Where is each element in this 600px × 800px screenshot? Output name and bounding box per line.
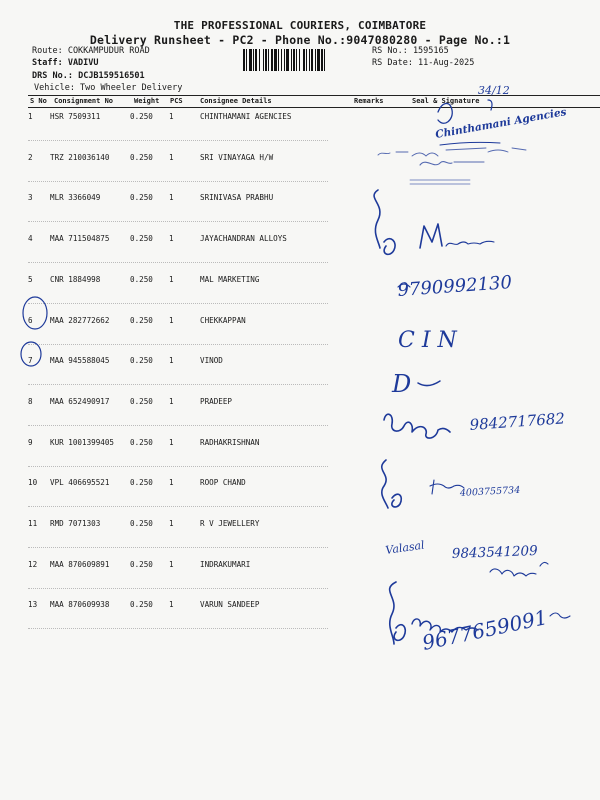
cell-pcs: 1: [169, 356, 174, 365]
barcode-bar: [286, 49, 289, 71]
barcode-bar: [281, 49, 282, 71]
table-row: [28, 438, 348, 450]
cell-consignment-no: MAA 652490917: [50, 397, 110, 406]
cell-pcs: 1: [169, 438, 174, 447]
company-title: THE PROFESSIONAL COURIERS, COIMBATORE: [173, 19, 427, 32]
table-row: [28, 193, 348, 205]
cell-consignment-no: MAA 870609938: [50, 600, 110, 609]
drs-value: DCJB159516501: [78, 71, 145, 81]
runsheet-subtitle: Delivery Runsheet - PC2 - Phone No.:9047080280 - Page No.:1: [89, 33, 511, 47]
barcode-bar: [255, 49, 257, 71]
cell-pcs: 1: [169, 560, 174, 569]
barcode-bar: [293, 49, 295, 71]
cell-pcs: 1: [169, 112, 174, 121]
cell-sno: 10: [28, 478, 38, 487]
barcode-image: [242, 49, 364, 71]
barcode-bar: [284, 49, 285, 71]
cell-pcs: 1: [169, 234, 174, 243]
signature-6: C I N: [398, 328, 457, 353]
row-divider: [28, 221, 328, 222]
cell-pcs: 1: [169, 519, 174, 528]
col-seal-signature: Seal & Signature: [412, 97, 480, 105]
cell-sno: 6: [28, 316, 33, 325]
cell-weight: 0.250: [130, 356, 153, 365]
rs-number: RS No.: 1595165: [372, 46, 449, 56]
cell-consignment-no: HSR 7509311: [50, 112, 101, 121]
cell-weight: 0.250: [130, 397, 153, 406]
vehicle-label: Vehicle: Two Wheeler Delivery: [34, 83, 183, 93]
cell-sno: 1: [28, 112, 33, 121]
table-row: [28, 275, 348, 287]
signature-name-12: Valasal: [384, 538, 426, 557]
cell-pcs: 1: [169, 316, 174, 325]
cell-consignee: ROOP CHAND: [200, 478, 246, 487]
col-weight: Weight: [134, 97, 160, 105]
cell-weight: 0.250: [130, 193, 153, 202]
barcode-bar: [271, 49, 273, 71]
row-divider: [28, 506, 328, 507]
signature-phone-13: 9677659091: [420, 604, 550, 655]
cell-sno: 13: [28, 600, 38, 609]
table-row: [28, 560, 348, 572]
table-row: [28, 316, 348, 328]
cell-sno: 7: [28, 356, 33, 365]
barcode-bar: [265, 49, 267, 71]
cell-sno: 3: [28, 193, 33, 202]
cell-consignee: R V JEWELLERY: [200, 519, 260, 528]
cell-weight: 0.250: [130, 234, 153, 243]
cell-weight: 0.250: [130, 438, 153, 447]
signature-7: D: [392, 370, 412, 398]
signature-phone-10: 4003755734: [459, 484, 521, 499]
cell-sno: 12: [28, 560, 38, 569]
cell-consignment-no: MAA 870609891: [50, 560, 110, 569]
cell-consignment-no: TRZ 210036140: [50, 153, 110, 162]
cell-weight: 0.250: [130, 478, 153, 487]
cell-consignee: RADHAKRISHNAN: [200, 438, 260, 447]
cell-consignee: VINOD: [200, 356, 223, 365]
row-divider: [28, 262, 328, 263]
signature-phone-5: 9790992130: [396, 272, 513, 301]
barcode-bar: [324, 49, 325, 71]
table-row: [28, 397, 348, 409]
staff-label: Staff: VADIVU: [32, 58, 99, 68]
drs-number: [32, 71, 145, 81]
barcode-bar: [306, 49, 307, 71]
cell-consignment-no: MAA 711504875: [50, 234, 110, 243]
cell-consignee: MAL MARKETING: [200, 275, 260, 284]
table-row: [28, 519, 348, 531]
barcode-bar: [315, 49, 316, 71]
col-pcs: PCS: [170, 97, 183, 105]
barcode-bar: [259, 49, 260, 71]
cell-consignment-no: KUR 1001399405: [50, 438, 115, 447]
signature-row-8: [384, 409, 565, 438]
barcode-bar: [246, 49, 247, 71]
barcode-bar: [317, 49, 320, 71]
col-consignment: Consignment No: [54, 97, 114, 105]
cell-weight: 0.250: [130, 560, 153, 569]
cell-consignee: JAYACHANDRAN ALLOYS: [200, 234, 287, 243]
row-divider: [28, 344, 328, 345]
cell-sno: 5: [28, 275, 33, 284]
barcode-bar: [263, 49, 264, 71]
agency-stamp: [434, 103, 567, 145]
cell-consignee: SRINIVASA PRABHU: [200, 193, 274, 202]
barcode-bar: [309, 49, 310, 71]
cell-consignment-no: MAA 282772662: [50, 316, 110, 325]
table-header: [28, 95, 600, 108]
cell-pcs: 1: [169, 275, 174, 284]
cell-consignment-no: MLR 3366049: [50, 193, 101, 202]
barcode-bar: [299, 49, 300, 71]
row-divider: [28, 181, 328, 182]
cell-consignment-no: CNR 1884998: [50, 275, 101, 284]
signature-row-2: [378, 148, 526, 184]
cell-weight: 0.250: [130, 519, 153, 528]
drs-label: DRS No.:: [32, 71, 73, 81]
row-divider: [28, 303, 328, 304]
cell-consignee: CHEKKAPPAN: [200, 316, 246, 325]
cell-sno: 2: [28, 153, 33, 162]
row-divider: [28, 588, 328, 589]
cell-consignee: CHINTHAMANI AGENCIES: [200, 112, 292, 121]
table-row: [28, 600, 348, 612]
cell-sno: 8: [28, 397, 33, 406]
barcode-bar: [296, 49, 297, 71]
cell-consignee: SRI VINAYAGA H/W: [200, 153, 274, 162]
cell-pcs: 1: [169, 153, 174, 162]
cell-pcs: 1: [169, 397, 174, 406]
cell-weight: 0.250: [130, 275, 153, 284]
row-divider: [28, 384, 328, 385]
cell-weight: 0.250: [130, 600, 153, 609]
row-divider: [28, 140, 328, 141]
col-sno: S No: [30, 97, 47, 105]
cell-consignment-no: RMD 7071303: [50, 519, 101, 528]
col-remarks: Remarks: [354, 97, 384, 105]
barcode-bar: [253, 49, 254, 71]
cell-consignee: VARUN SANDEEP: [200, 600, 260, 609]
barcode-bar: [311, 49, 313, 71]
signature-row-12: [385, 539, 548, 576]
signature-bracket-13: [390, 582, 570, 655]
barcode-bar: [274, 49, 277, 71]
table-row: [28, 153, 348, 165]
row-divider: [28, 466, 328, 467]
barcode-bar: [321, 49, 323, 71]
barcode-bar: [268, 49, 269, 71]
cell-pcs: 1: [169, 193, 174, 202]
col-consignee: Consignee Details: [200, 97, 272, 105]
cell-weight: 0.250: [130, 316, 153, 325]
cell-consignment-no: VPL 406695521: [50, 478, 110, 487]
cell-weight: 0.250: [130, 153, 153, 162]
table-row: [28, 356, 348, 368]
rs-date: RS Date: 11-Aug-2025: [372, 58, 475, 68]
corner-note: 34/12: [478, 84, 510, 97]
row-divider: [28, 628, 328, 629]
cell-pcs: 1: [169, 478, 174, 487]
cell-consignee: PRADEEP: [200, 397, 233, 406]
signature-phone-12: 9843541209: [451, 543, 538, 562]
row-divider: [28, 425, 328, 426]
route-label: Route: COKKAMPUDUR ROAD: [32, 46, 150, 56]
barcode-bar: [291, 49, 292, 71]
cell-sno: 4: [28, 234, 33, 243]
cell-pcs: 1: [169, 600, 174, 609]
cell-consignment-no: MAA 945588045: [50, 356, 110, 365]
signature-bracket-3: [374, 190, 494, 254]
signature-bracket-10: [382, 460, 521, 508]
row-divider: [28, 547, 328, 548]
table-row: [28, 234, 348, 246]
barcode-bar: [249, 49, 252, 71]
cell-sno: 11: [28, 519, 38, 528]
barcode-bar: [243, 49, 245, 71]
barcode-bar: [278, 49, 279, 71]
cell-weight: 0.250: [130, 112, 153, 121]
table-row: [28, 478, 348, 490]
cell-consignee: INDRAKUMARI: [200, 560, 251, 569]
cell-sno: 9: [28, 438, 33, 447]
barcode-bar: [303, 49, 305, 71]
agency-stamp-text: Chinthamani Agencies: [434, 106, 568, 141]
signature-phone-8: 9842717682: [469, 409, 566, 434]
table-row: [28, 112, 348, 124]
